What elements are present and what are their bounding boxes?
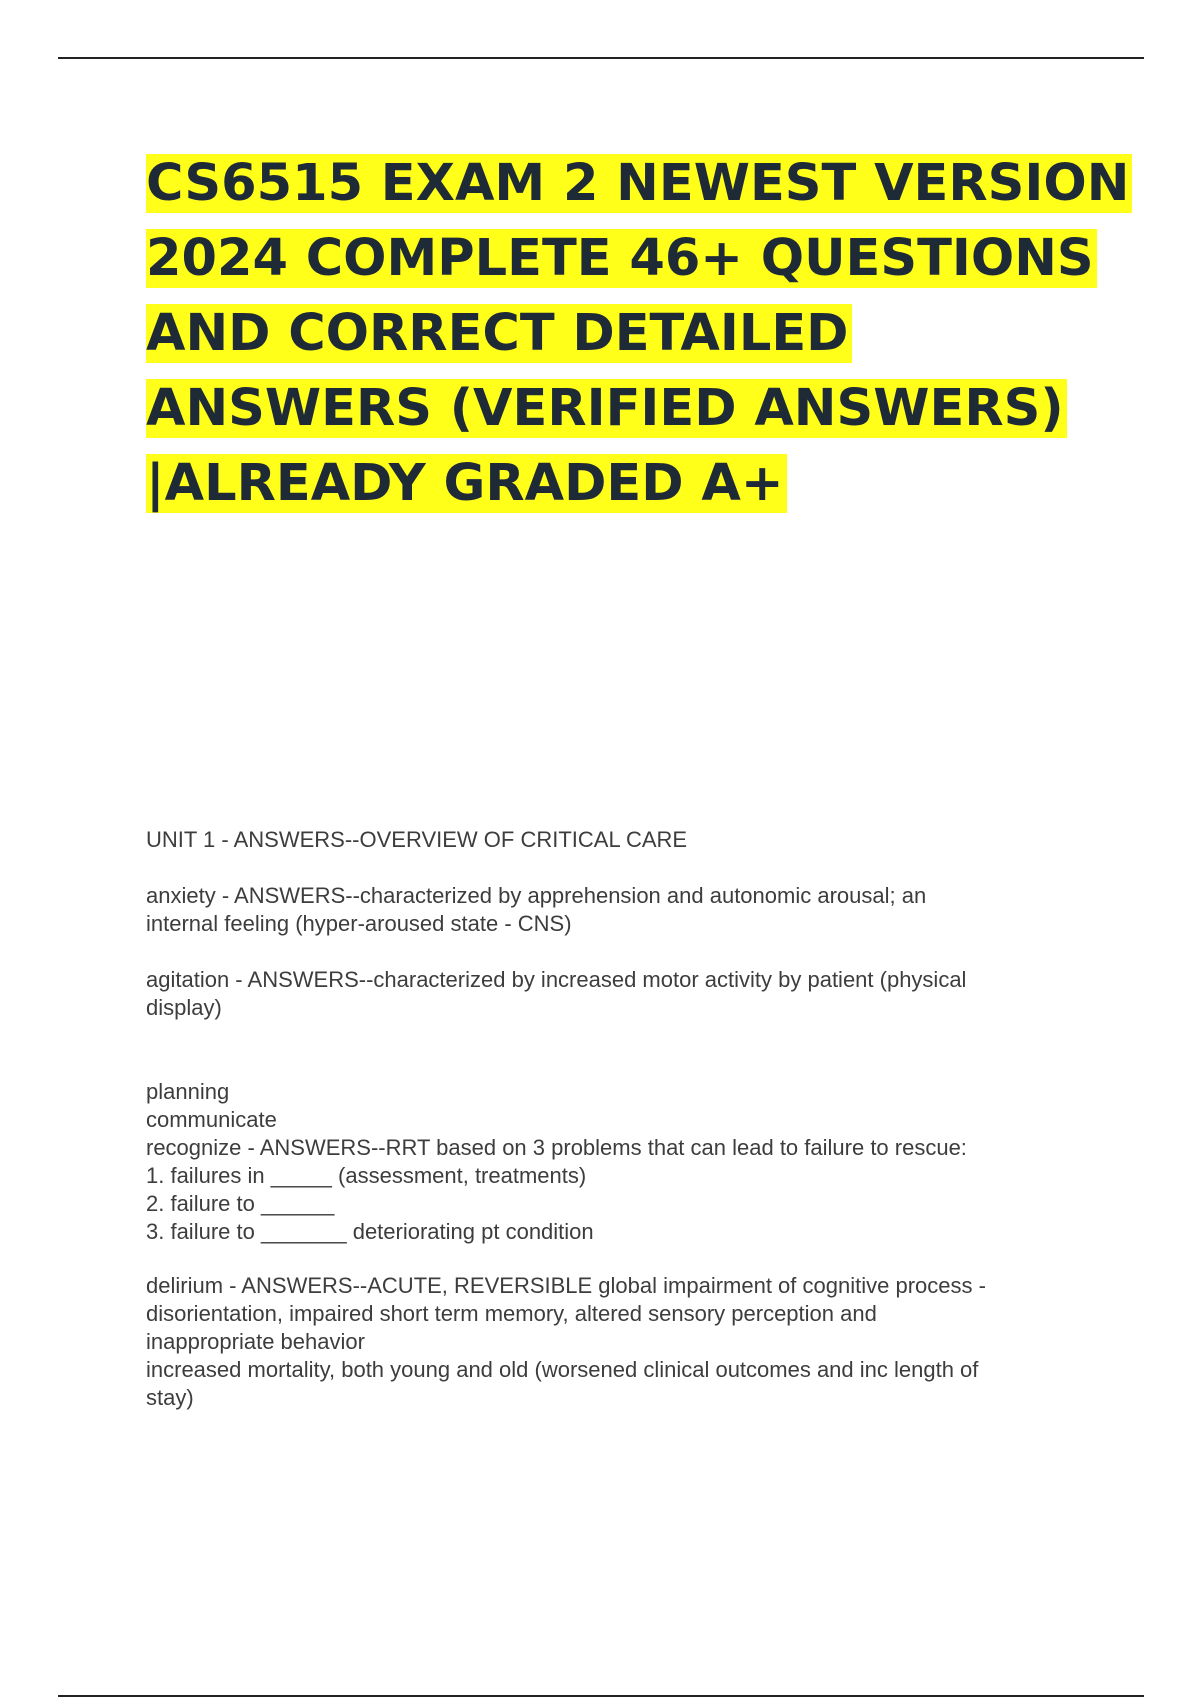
document-body [146,826,1086,1412]
qa-failure-to-rescue: planning communicate recognize - ANSWERS--RRT based on 3 problems that can lead to failure to rescue: 1. failures in _____ (assessment, treatments) 2. failure to ______ 3. failure to _______ deteriorating pt condition [146,1079,967,1244]
header-rule [58,57,1144,59]
title-line: 2024 COMPLETE 46+ QUESTIONS [146,221,1106,296]
title-line: CS6515 EXAM 2 NEWEST VERSION [146,146,1106,221]
title-line: AND CORRECT DETAILED [146,296,1106,371]
footer-rule [58,1695,1144,1697]
title-line: ANSWERS (VERIFIED ANSWERS) [146,371,1106,446]
document-title [146,146,1130,521]
title-line: |ALREADY GRADED A+ [146,446,1106,521]
unit-heading: UNIT 1 - ANSWERS--OVERVIEW OF CRITICAL CARE [146,827,688,852]
qa-agitation: agitation - ANSWERS--characterized by increased motor activity by patient (physical display) [146,967,967,1020]
qa-delirium: delirium - ANSWERS--ACUTE, REVERSIBLE global impairment of cognitive process - disorientation, impaired short term memory, altered sensory perception and inappropriate behavior increased mortality, both young and old (worsened clinical outcomes and inc length of stay) [146,1273,986,1410]
qa-anxiety: anxiety - ANSWERS--characterized by apprehension and autonomic arousal; an internal feeling (hyper-aroused state - CNS) [146,883,927,936]
